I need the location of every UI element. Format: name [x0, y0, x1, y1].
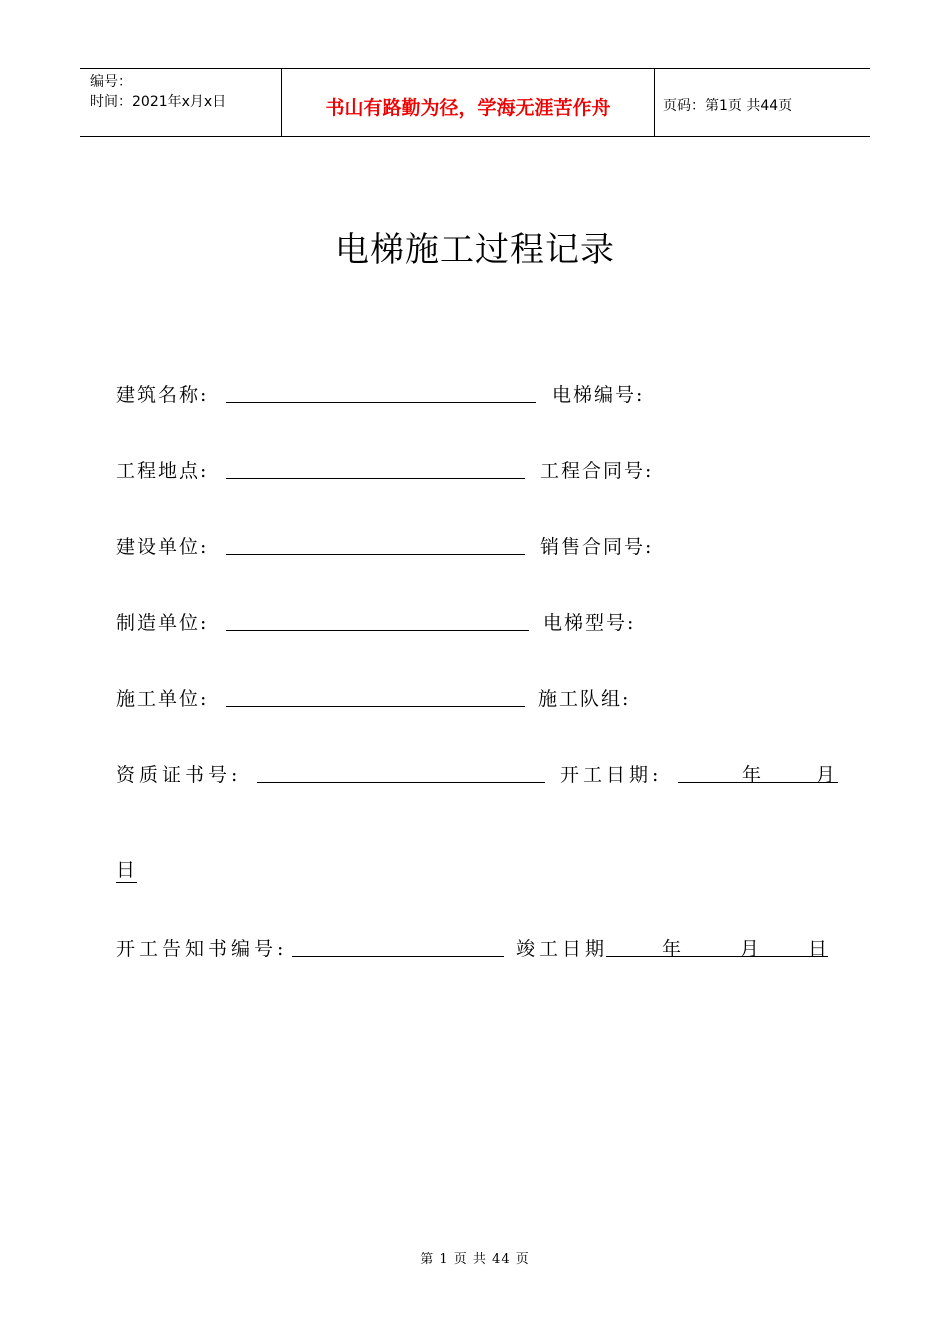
- motto-text: 书山有路勤为径，学海无涯苦作舟: [325, 97, 611, 119]
- sales-contract-no-label: 销售合同号:: [540, 536, 654, 558]
- start-month-label: 月: [816, 764, 838, 786]
- manufacturer-field[interactable]: [226, 630, 529, 631]
- serial-label: 编号：: [90, 74, 132, 90]
- start-date-label: 开工日期:: [560, 764, 663, 786]
- constructor-label: 施工单位:: [116, 688, 209, 710]
- contract-no-label: 工程合同号:: [540, 460, 654, 482]
- page-header: [80, 68, 870, 137]
- manufacturer-label: 制造单位:: [116, 612, 209, 634]
- builder-field[interactable]: [226, 554, 525, 555]
- building-name-label: 建筑名称:: [116, 384, 209, 406]
- document-title: 电梯施工过程记录: [335, 230, 615, 270]
- elevator-model-label: 电梯型号:: [543, 612, 636, 634]
- completion-date-field[interactable]: [606, 956, 828, 957]
- page-code: 页码：第1页 共44页: [663, 98, 793, 114]
- constructor-field[interactable]: [226, 706, 525, 707]
- elevator-no-label: 电梯编号:: [552, 384, 645, 406]
- start-day-label: 日: [116, 859, 138, 881]
- page-footer: 第 1 页 共 44 页: [420, 1252, 530, 1267]
- qualification-no-label: 资质证书号:: [116, 764, 242, 786]
- start-year-label: 年: [742, 764, 764, 786]
- project-site-label: 工程地点:: [116, 460, 209, 482]
- completion-date-label: 竣工日期: [516, 938, 609, 960]
- notice-no-label: 开工告知书编号:: [116, 938, 288, 960]
- qualification-no-field[interactable]: [257, 782, 545, 783]
- header-motto-cell: [282, 69, 655, 136]
- header-info-cell: [80, 69, 282, 136]
- end-day-label: 日: [808, 938, 830, 960]
- project-site-field[interactable]: [226, 478, 525, 479]
- notice-no-field[interactable]: [292, 956, 504, 957]
- building-name-field[interactable]: [226, 402, 536, 403]
- builder-label: 建设单位:: [116, 536, 209, 558]
- time-label: 时间：2021年x月x日: [90, 94, 227, 110]
- end-month-label: 月: [740, 938, 762, 960]
- form-row-notice: [116, 934, 836, 964]
- header-page-cell: [655, 69, 870, 136]
- end-year-label: 年: [662, 938, 684, 960]
- team-label: 施工队组:: [538, 688, 631, 710]
- form-row-qualification: [116, 760, 846, 790]
